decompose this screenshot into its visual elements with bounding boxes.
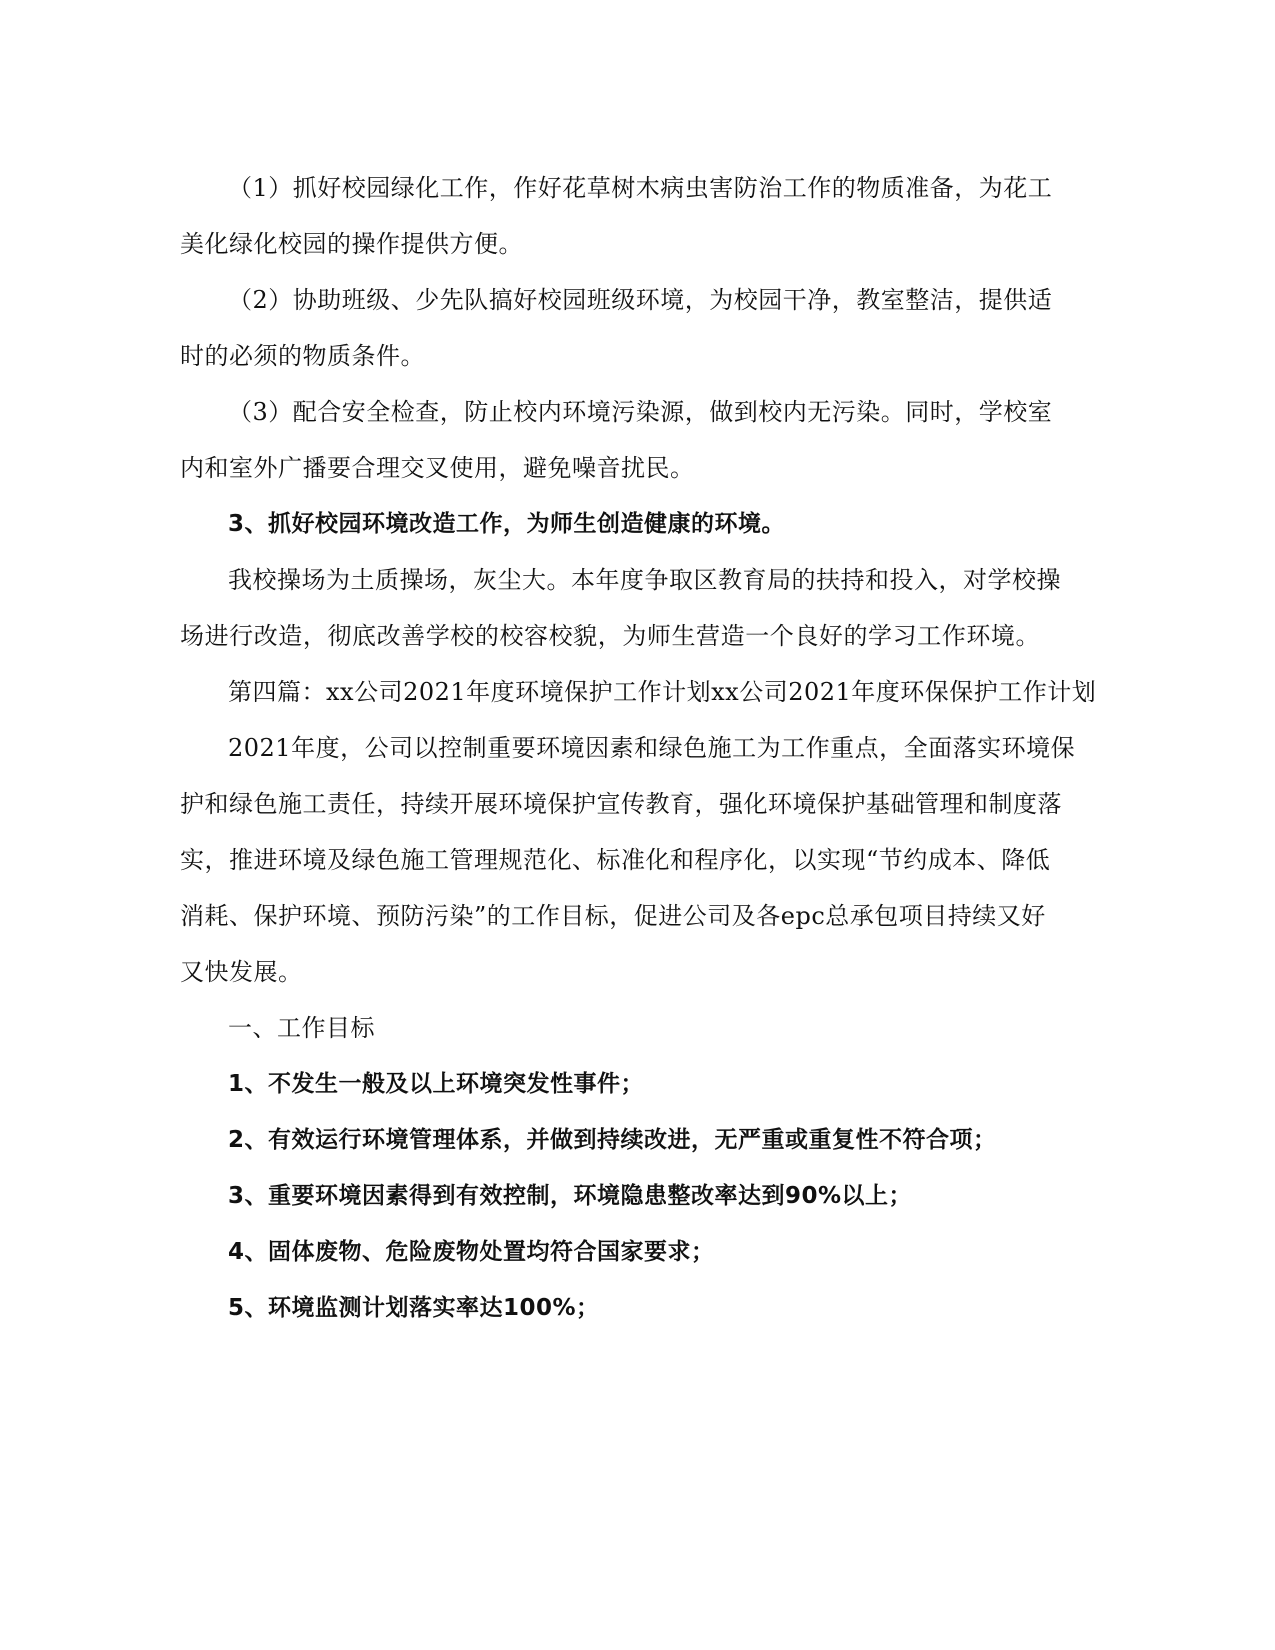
goal-item: 5、环境监测计划落实率达100%； bbox=[228, 1295, 600, 1321]
paragraph-line: 场进行改造，彻底改善学校的校容校貌，为师生营造一个良好的学习工作环境。 bbox=[180, 622, 1040, 650]
paragraph-line: （1）抓好校园绿化工作，作好花草树木病虫害防治工作的物质准备，为花工 bbox=[228, 174, 1053, 202]
goal-item: 4、固体废物、危险废物处置均符合国家要求； bbox=[228, 1239, 715, 1265]
goal-item: 2、有效运行环境管理体系，并做到持续改进，无严重或重复性不符合项； bbox=[228, 1127, 997, 1153]
paragraph-line: 内和室外广播要合理交叉使用，避免噪音扰民。 bbox=[180, 454, 695, 482]
paragraph-line: 我校操场为土质操场，灰尘大。本年度争取区教育局的扶持和投入，对学校操 bbox=[228, 566, 1061, 594]
paragraph-line: 又快发展。 bbox=[180, 958, 303, 986]
paragraph-line: 时的必须的物质条件。 bbox=[180, 342, 425, 370]
chapter-title: 第四篇：xx公司2021年度环境保护工作计划xx公司2021年度环保保护工作计划 bbox=[228, 678, 1097, 706]
paragraph-line: 美化绿化校园的操作提供方便。 bbox=[180, 230, 523, 258]
paragraph-line: （3）配合安全检查，防止校内环境污染源，做到校内无污染。同时，学校室 bbox=[228, 398, 1053, 426]
paragraph-line: 消耗、保护环境、预防污染”的工作目标，促进公司及各epc总承包项目持续又好 bbox=[180, 902, 1046, 930]
paragraph-line: 2021年度，公司以控制重要环境因素和绿色施工为工作重点，全面落实环境保 bbox=[228, 734, 1076, 762]
paragraph-line: 护和绿色施工责任，持续开展环境保护宣传教育，强化环境保护基础管理和制度落 bbox=[180, 790, 1062, 818]
goal-item: 1、不发生一般及以上环境突发性事件； bbox=[228, 1071, 645, 1097]
goal-item: 3、重要环境因素得到有效控制，环境隐患整改率达到90%以上； bbox=[228, 1183, 913, 1209]
section-heading: 一、工作目标 bbox=[228, 1014, 375, 1042]
paragraph-line: 实，推进环境及绿色施工管理规范化、标准化和程序化，以实现“节约成本、降低 bbox=[180, 846, 1051, 874]
section-heading: 3、抓好校园环境改造工作，为师生创造健康的环境。 bbox=[228, 511, 786, 537]
document-page bbox=[180, 160, 1097, 1336]
paragraph-line: （2）协助班级、少先队搞好校园班级环境，为校园干净，教室整洁，提供适 bbox=[228, 286, 1053, 314]
